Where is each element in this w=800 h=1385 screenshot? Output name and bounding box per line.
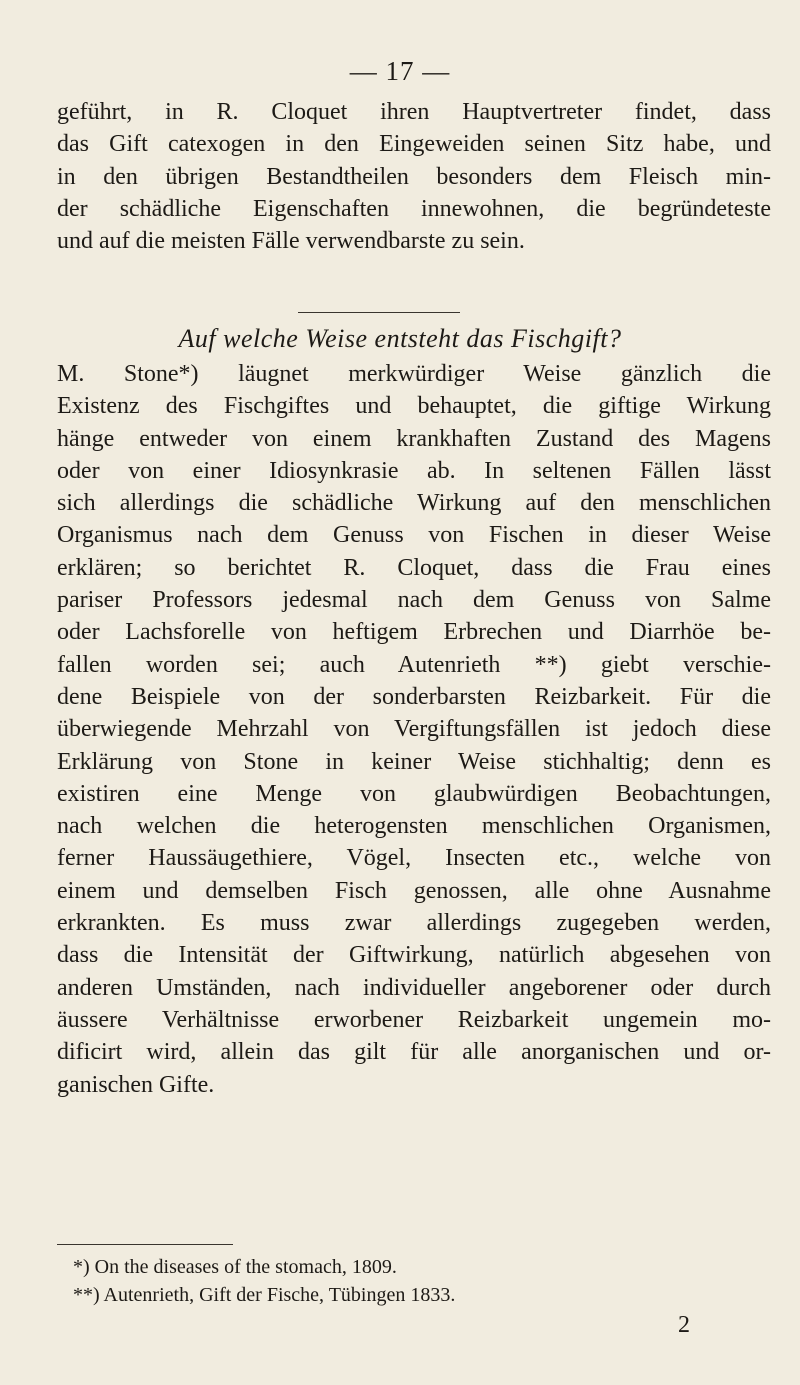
text-line: hänge entweder von einem krankhaften Zustand des Magens (57, 425, 771, 452)
text-line: erkrankten. Es muss zwar allerdings zugegeben werden, (57, 910, 771, 937)
text-line: oder von einer Idiosynkrasie ab. In seltenen Fällen lässt (57, 457, 771, 484)
text-line: in den übrigen Bestandtheilen besonders dem Fleisch min- (57, 163, 771, 190)
paragraph-top (57, 96, 771, 257)
text-line: dificirt wird, allein das gilt für alle anorganischen und or- (57, 1039, 771, 1066)
signature-mark: 2 (678, 1312, 690, 1338)
text-line: M. Stone*) läugnet merkwürdiger Weise gänzlich die (57, 361, 771, 387)
page-number: — 17 — (349, 56, 451, 86)
text-line: und auf die meisten Fälle verwendbarste zu sein. (57, 228, 525, 255)
text-line: der schädliche Eigenschaften innewohnen, die begründeteste (57, 195, 771, 222)
text-line: oder Lachsforelle von heftigem Erbrechen und Diarrhöe be- (57, 619, 771, 646)
text-line: fallen worden sei; auch Autenrieth **) giebt verschie- (57, 651, 771, 678)
text-line: dene Beispiele von der sonderbarsten Reizbarkeit. Für die (57, 683, 771, 710)
text-line: sich allerdings die schädliche Wirkung auf den menschlichen (57, 490, 771, 517)
text-line: pariser Professors jedesmal nach dem Genuss von Salme (57, 587, 771, 614)
text-line: äussere Verhältnisse erworbener Reizbarkeit ungemein mo- (57, 1006, 771, 1033)
text-line: Existenz des Fischgiftes und behauptet, die giftige Wirkung (57, 393, 771, 420)
text-line: dass die Intensität der Giftwirkung, natürlich abgesehen von (57, 942, 771, 969)
text-line: anderen Umständen, nach individueller angeborener oder durch (57, 974, 771, 1001)
text-line: Erklärung von Stone in keiner Weise stichhaltig; denn es (57, 748, 771, 775)
text-line: nach welchen die heterogensten menschlichen Organismen, (57, 813, 771, 840)
text-line: Organismus nach dem Genuss von Fischen in dieser Weise (57, 522, 771, 549)
text-line: geführt, in R. Cloquet ihren Hauptvertreter findet, dass (57, 99, 771, 125)
footnote-1: *) On the diseases of the stomach, 1809. (73, 1256, 397, 1278)
text-line: ganischen Gifte. (57, 1071, 215, 1098)
text-line: einem und demselben Fisch genossen, alle ohne Ausnahme (57, 877, 771, 904)
footnote-2: **) Autenrieth, Gift der Fische, Tübingen 1833. (73, 1284, 456, 1306)
text-line: existiren eine Menge von glaubwürdigen Beobachtungen, (57, 780, 771, 807)
text-line: ferner Haussäugethiere, Vögel, Insecten etc., welche von (57, 845, 771, 872)
paragraph-main (57, 358, 771, 1101)
text-line: überwiegende Mehrzahl von Vergiftungsfällen ist jedoch diese (57, 716, 771, 743)
section-divider (298, 312, 460, 313)
footnote-divider (57, 1244, 233, 1245)
section-heading: Auf welche Weise entsteht das Fischgift? (178, 324, 622, 353)
text-line: das Gift catexogen in den Eingeweiden seinen Sitz habe, und (57, 131, 771, 158)
text-line: erklären; so berichtet R. Cloquet, dass die Frau eines (57, 554, 771, 581)
